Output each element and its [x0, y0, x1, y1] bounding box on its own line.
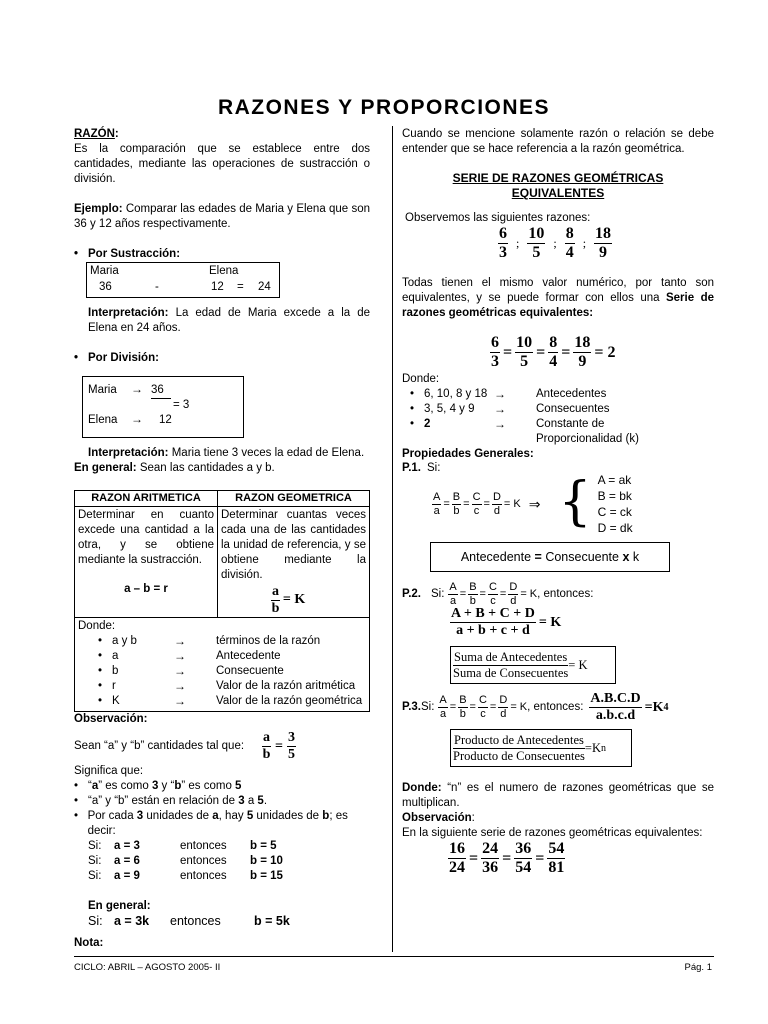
donde-item	[410, 417, 714, 447]
formula-num: a	[272, 584, 279, 599]
p2-formula	[450, 607, 714, 638]
donde-item	[98, 679, 366, 694]
fraction-denominator: 5	[532, 244, 541, 261]
fraction-denominator: 9	[578, 353, 587, 370]
p2-eqk: = K	[538, 615, 562, 630]
p3-si: Si:	[420, 701, 435, 713]
brace-item: D = dk	[597, 521, 633, 535]
equals: =	[483, 497, 490, 510]
fraction-denominator: d	[493, 504, 500, 517]
sustraccion-box	[86, 262, 280, 298]
arrow-icon: →	[131, 382, 143, 396]
si-a: a = 6	[114, 855, 140, 867]
fraction-denominator: a	[450, 595, 457, 607]
fraction-numerator: 36	[515, 840, 532, 857]
item-term: 6, 10, 8 y 18	[424, 388, 488, 400]
div-36: 36	[151, 384, 164, 396]
ratio-fraction	[594, 226, 612, 261]
sustraccion-heading: • Por Sustracción:	[74, 248, 181, 260]
obs-num1: a	[263, 730, 271, 745]
producto-den: Producto de Consecuentes	[453, 748, 585, 763]
bullet-dot: •	[98, 650, 103, 662]
p3-k: K	[652, 700, 664, 715]
razon-heading: RAZÓN	[74, 128, 115, 140]
brace-item: C = ck	[597, 505, 632, 519]
division-heading: • Por División:	[74, 352, 159, 364]
ejemplo-text: Comparar las edades de Maria y Elena que son 36 y 12 años respectivamente.	[74, 203, 370, 230]
bullet-dot: •	[98, 635, 103, 647]
fraction-denominator: b	[459, 708, 466, 720]
general-text: Sean las cantidades a y b.	[139, 462, 275, 474]
si-row	[88, 839, 370, 854]
bullet-dot: •	[410, 403, 415, 415]
sus-elena: Elena	[209, 265, 239, 277]
letter-fraction	[478, 695, 488, 720]
letter-fraction	[458, 695, 467, 720]
si-b: b = 5	[250, 840, 277, 852]
en-general-2: En general:	[88, 900, 151, 912]
equals-k: = K	[510, 701, 528, 713]
donde-label: Donde:	[402, 373, 440, 385]
arrow-icon: →	[131, 412, 143, 426]
equals: =	[459, 588, 467, 600]
item-term: 2	[424, 418, 431, 430]
fraction-numerator: D	[509, 581, 518, 593]
item-desc: Consecuente	[216, 665, 284, 677]
serie-title-1: SERIE DE RAZONES GEOMÉTRICAS	[452, 171, 664, 185]
p3-exp: 4	[663, 702, 669, 713]
geometrica-formula	[271, 585, 366, 616]
fraction-denominator: 9	[599, 244, 608, 261]
sus-36: 36	[99, 281, 112, 293]
fraction-numerator: 18	[595, 225, 612, 242]
letter-fraction	[492, 492, 502, 517]
implies-icon: ⇒	[528, 495, 541, 512]
sig-item-3: • Por cada 3 unidades de a, hay 5 unidades de b; es decir:	[74, 810, 348, 837]
general-label: En general:	[74, 462, 137, 474]
fraction-denominator: 81	[548, 859, 565, 876]
fraction-denominator: c	[480, 708, 486, 720]
footer-left: CICLO: ABRIL – AGOSTO 2005- II	[74, 962, 221, 973]
letter-fraction	[438, 695, 447, 720]
donde-item	[98, 694, 366, 709]
division-label: Por División:	[88, 352, 159, 364]
suma-box	[450, 646, 616, 684]
item-desc: Valor de la razón geométrica	[216, 695, 363, 707]
fraction-numerator: B	[469, 581, 477, 593]
table-header-geometrica: RAZON GEOMETRICA	[218, 491, 370, 507]
si-rows	[88, 839, 370, 884]
obs2-text: En la siguiente serie de razones geométricas equivalentes:	[402, 827, 703, 839]
donde-label: Donde:	[78, 620, 116, 632]
formula-den: b	[271, 601, 280, 616]
interp-label: Interpretación:	[88, 307, 169, 319]
last-fraction	[547, 841, 565, 876]
razon-table	[74, 490, 370, 712]
semicolon: ;	[516, 236, 520, 250]
equals: =	[561, 344, 571, 361]
table-cell-geometrica	[218, 507, 370, 618]
letter-fraction	[508, 582, 518, 607]
obs2-label: Observación	[402, 812, 472, 824]
series-fraction	[490, 335, 500, 370]
obs-den1: b	[262, 747, 271, 762]
letter-fraction	[498, 695, 508, 720]
ejemplo-paragraph	[74, 202, 370, 232]
equals: =	[536, 344, 546, 361]
letter-fraction	[488, 582, 498, 607]
fraction-numerator: 6	[491, 334, 499, 351]
fraction-denominator: b	[469, 595, 476, 607]
interp-label: Interpretación:	[88, 447, 169, 459]
p2-si: Si:	[430, 588, 445, 600]
letter-fraction	[468, 582, 477, 607]
obs-eq: =	[275, 739, 284, 754]
todas-bold: Serie de razones geométricas equivalentes:	[402, 292, 715, 319]
sig-item-1: • “a” es como 3 y “b” es como 5	[74, 780, 242, 792]
sus-result: 24	[258, 281, 271, 293]
suma-den: Suma de Consecuentes	[453, 665, 569, 680]
fraction-numerator: A	[439, 694, 447, 706]
observemos-text: Observemos las siguientes razones:	[405, 212, 591, 224]
page-title: RAZONES Y PROPORCIONES	[217, 96, 551, 119]
letter-fraction	[432, 492, 441, 517]
equals: =	[449, 701, 457, 713]
equals-k: = K	[503, 497, 521, 510]
bullet-dot: •	[98, 680, 103, 692]
equals: =	[503, 344, 513, 361]
fraction-numerator: C	[488, 581, 497, 593]
fraction-numerator: C	[472, 490, 481, 503]
fraction-denominator: 36	[482, 859, 499, 876]
donde-item	[98, 664, 366, 679]
left-column	[74, 127, 370, 951]
semicolon: ;	[553, 236, 557, 250]
last-fraction	[514, 841, 532, 876]
brace-icon: {	[558, 472, 592, 532]
obs-fraction	[262, 731, 296, 762]
si-label: Si:	[88, 855, 102, 867]
fraction-numerator: D	[492, 490, 501, 503]
general-row: Si: a = 3k entonces b = 5k	[88, 914, 290, 928]
item-symbol: a y b	[112, 635, 137, 647]
arrow-icon: →	[174, 694, 186, 708]
p3-formula: $\frac{A.B.C.D}{a.b.c.d}$ = K 4	[590, 691, 669, 723]
p1-label: P.1.	[402, 462, 421, 474]
equals: =	[469, 850, 479, 867]
fraction-numerator: 24	[482, 840, 499, 857]
fraction-numerator: D	[499, 694, 508, 706]
propiedades-label: Propiedades Generales:	[402, 448, 534, 460]
fraction-numerator: 8	[565, 225, 574, 242]
fraction-numerator: 8	[549, 334, 558, 351]
equals: =	[535, 850, 545, 867]
letter-fraction	[472, 492, 482, 517]
aritmetica-formula: a – b = r	[124, 583, 168, 595]
fraction-numerator: B	[452, 490, 461, 503]
div-maria: Maria	[88, 384, 117, 396]
equals: =	[443, 497, 450, 510]
fraction-denominator: c	[490, 595, 496, 607]
sus-maria: Maria	[90, 265, 119, 277]
bullet-dot: •	[410, 418, 415, 430]
si-a: a = 3	[114, 840, 140, 852]
fraction-denominator: d	[500, 708, 507, 720]
todas-text: Todas tienen el mismo valor numérico, por tanto son equivalentes, y se puede formar con ellos una	[402, 277, 714, 304]
fraction-denominator: 3	[499, 244, 507, 261]
item-symbol: K	[112, 695, 120, 707]
donde-list	[402, 387, 714, 447]
fractions-row	[498, 226, 714, 261]
interp1-paragraph	[88, 306, 370, 336]
si-row	[88, 854, 370, 869]
si-entonces: entonces	[180, 840, 227, 852]
producto-box: $\frac{\text{Producto de Antecedentes}}{\text{Producto de Consecuentes}}$ = K n	[450, 729, 632, 767]
p3-tail: , entonces:	[527, 701, 584, 713]
p2-chain	[448, 582, 537, 607]
item-symbol: r	[112, 680, 116, 692]
arrow-icon: →	[174, 649, 186, 663]
arrow-icon: →	[494, 402, 506, 416]
ratio-fraction	[498, 226, 508, 261]
obs-text: Sean “a” y “b” cantidades tal que:	[74, 740, 245, 752]
division-box	[82, 376, 244, 438]
table-donde-cell	[75, 618, 370, 712]
interp2-text: Maria tiene 3 veces la edad de Elena.	[171, 447, 365, 459]
bullet-dot: •	[98, 665, 103, 677]
si-label: Si:	[88, 870, 102, 882]
fraction-numerator: 16	[449, 840, 465, 857]
right-column	[402, 127, 714, 876]
item-desc: Consecuentes	[536, 403, 610, 415]
si-a: a = 9	[114, 870, 140, 882]
suma-num: Suma de Antecedentes	[454, 650, 568, 664]
razon-colon: :	[114, 128, 119, 140]
brace-item: B = bk	[597, 489, 632, 503]
si-row	[88, 869, 370, 884]
producto-k: K	[591, 740, 602, 755]
obs2-heading: Observación:	[402, 812, 475, 824]
item-term: 3, 5, 4 y 9	[424, 403, 475, 415]
obs-den2: 5	[288, 747, 296, 762]
arrow-icon: →	[494, 417, 506, 431]
div-12: 12	[159, 414, 172, 426]
arrow-icon: →	[174, 664, 186, 678]
equals: =	[463, 497, 470, 510]
donde-item	[410, 387, 714, 402]
item-desc: términos de la razón	[216, 635, 321, 647]
antecedente-box: Antecedente = Consecuente x k	[430, 542, 670, 572]
fraction-denominator: 24	[449, 859, 465, 876]
brace-items	[598, 472, 633, 536]
p2-num: A + B + C + D	[451, 606, 535, 621]
column-divider	[392, 126, 393, 952]
fraction-denominator: 3	[491, 353, 499, 370]
ratio-fraction	[527, 226, 545, 261]
fraction-denominator: a	[433, 504, 440, 517]
fraction-denominator: 5	[520, 353, 529, 370]
fraction-denominator: 4	[565, 244, 574, 261]
arrow-icon: →	[494, 387, 506, 401]
letter-fraction	[448, 582, 457, 607]
p2-row	[402, 582, 714, 607]
si-label: Si:	[88, 840, 102, 852]
fraction-numerator: C	[478, 694, 487, 706]
item-symbol: a	[112, 650, 119, 662]
div-elena: Elena	[88, 414, 118, 426]
right-intro: Cuando se mencione solamente razón o relación se debe entender que se hace referencia a la razón geométrica.	[402, 128, 714, 155]
fraction-numerator: 10	[516, 334, 533, 351]
fraction-denominator: 4	[549, 353, 558, 370]
donde-list	[78, 634, 366, 709]
donde-item	[98, 649, 366, 664]
interp1-text: La edad de Maria excede a la de Elena en 24 años.	[88, 307, 370, 334]
arrow-icon: →	[174, 679, 186, 693]
serie-title-2: EQUIVALENTES	[511, 186, 605, 200]
last-fraction	[448, 841, 466, 876]
sus-minus: -	[155, 281, 159, 293]
item-symbol: b	[112, 665, 119, 677]
sustraccion-label: Por Sustracción:	[88, 248, 181, 260]
si-b: b = 10	[250, 855, 283, 867]
item-desc: Constante de Proporcionalidad (k)	[536, 418, 639, 445]
general-paragraph	[74, 461, 370, 476]
p3-chain	[438, 695, 527, 720]
significa-label: Significa que:	[74, 765, 144, 777]
p2-den: a + b + c + d	[456, 623, 530, 638]
series-result: = 2	[594, 344, 616, 361]
producto-exp: n	[601, 742, 607, 754]
div-eq3: = 3	[173, 399, 190, 411]
fraction-numerator: A	[433, 490, 441, 503]
last-fraction	[481, 841, 499, 876]
arrow-icon: →	[174, 634, 186, 648]
donde-item	[410, 402, 714, 417]
nota-label: Nota:	[74, 937, 104, 949]
equals: =	[502, 850, 512, 867]
p1-formula	[432, 474, 714, 534]
si-entonces: entonces	[180, 855, 227, 867]
sus-12: 12	[211, 281, 224, 293]
p1-chain	[432, 492, 521, 517]
series-fraction	[548, 335, 558, 370]
si-entonces: entonces	[180, 870, 227, 882]
equals: =	[499, 588, 507, 600]
razon-definition: Es la comparación que se establece entre dos cantidades, mediante las operaciones de sustracción o división.	[74, 143, 370, 185]
p2-tail: , entonces:	[537, 588, 594, 600]
donde2-label: Donde:	[402, 782, 442, 794]
fraction-denominator: c	[473, 504, 480, 517]
table-cell-aritmetica	[75, 507, 218, 618]
letter-fraction	[452, 492, 461, 517]
donde-item	[98, 634, 366, 649]
brace-item: A = ak	[597, 473, 632, 487]
ejemplo-label: Ejemplo:	[74, 203, 123, 215]
fraction-denominator: d	[510, 595, 517, 607]
suma-eqk: = K	[568, 657, 588, 672]
fraction-numerator: 18	[574, 334, 591, 351]
sig-item-2: • “a” y “b” están en relación de 3 a 5.	[74, 795, 268, 807]
fraction-denominator: a	[440, 708, 447, 720]
obs-row	[74, 731, 370, 762]
si-b: b = 15	[250, 870, 283, 882]
obs-label: Observación:	[74, 713, 148, 725]
fraction-numerator: B	[459, 694, 467, 706]
interp2-paragraph	[88, 446, 370, 461]
equals-k: = K	[520, 588, 538, 600]
bullet-dot: •	[98, 695, 103, 707]
p3-label: P.3.	[402, 701, 421, 713]
ratio-fraction	[565, 226, 575, 261]
item-desc: Antecedente	[216, 650, 281, 662]
fraction-numerator: 54	[548, 840, 565, 857]
equals: =	[479, 588, 486, 600]
bullet-dot: •	[410, 388, 415, 400]
equals: =	[469, 701, 476, 713]
equals: =	[489, 701, 497, 713]
equation-row	[490, 335, 714, 370]
footer-rule	[74, 956, 714, 957]
todas-paragraph	[402, 276, 714, 321]
p3-den: a.b.c.d	[595, 708, 636, 723]
div-fraction-line	[151, 389, 171, 399]
table-header-aritmetica: RAZON ARITMETICA	[75, 491, 218, 507]
p2-label: P.2.	[402, 588, 421, 600]
item-desc: Valor de la razón aritmética	[216, 680, 356, 692]
fraction-numerator: 10	[528, 225, 545, 242]
item-desc: Antecedentes	[536, 388, 607, 400]
series-fraction	[573, 335, 591, 370]
geometrica-desc: Determinar cuantas veces cada una de las cantidades la unidad de referencia, y se obtiene mediante la división.	[221, 509, 366, 581]
fraction-denominator: b	[453, 504, 460, 517]
fraction-numerator: A	[449, 581, 457, 593]
footer-right: Pág. 1	[684, 962, 712, 973]
donde2-paragraph	[402, 781, 714, 811]
fraction-numerator: 6	[499, 225, 507, 242]
obs-num2: 3	[288, 730, 296, 745]
aritmetica-desc: Determinar en cuanto excede una cantidad a la otra, y se obtiene mediante la sustracción.	[78, 509, 214, 566]
semicolon: ;	[582, 236, 587, 250]
p3-num: A.B.C.D	[590, 691, 641, 706]
p3-row	[402, 692, 714, 723]
p1-si: Si:	[426, 462, 441, 474]
fraction-denominator: 54	[515, 859, 532, 876]
formula-eq: = K	[282, 592, 306, 608]
producto-num: Producto de Antecedentes	[454, 733, 584, 747]
donde2-text: “n” es el numero de razones geométricas que se multiplican.	[402, 782, 714, 809]
last-series-row	[448, 841, 714, 876]
series-fraction	[515, 335, 533, 370]
sus-eq: =	[237, 281, 244, 293]
